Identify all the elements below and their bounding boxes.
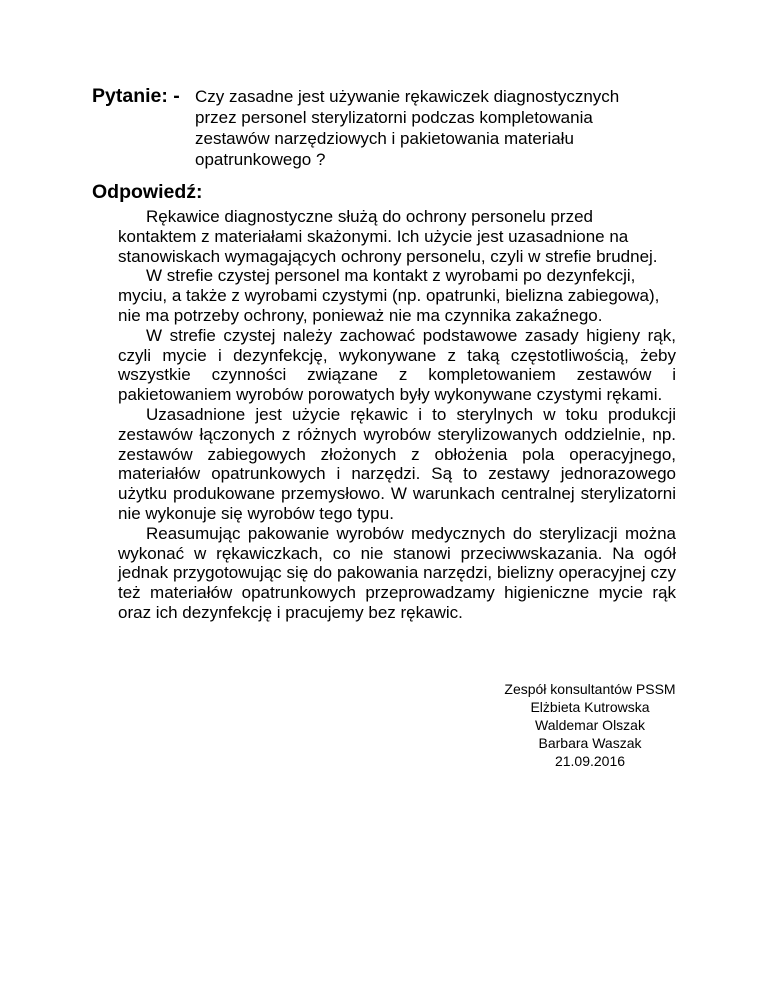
signature-member: Barbara Waszak (538, 735, 642, 751)
question-text: Czy zasadne jest używanie rękawiczek diagnostycznych przez personel sterylizatorni podczas kompletowania zestawów narzędziowych i pakietowania materiału opatrunkowego ? (195, 87, 620, 169)
answer-paragraph: Uzasadnione jest użycie rękawic i to sterylnych w toku produkcji zestawów łączonych z różnych wyrobów sterylizowanych oddzielnie, np. zestawów zabiegowych złożonych z obłożenia pola operacyjnego, materiałów opatrunkowych i narzędzi. Są to zestawy jednorazowego użytku produkowane przemysłowo. W warunkach centralnej sterylizatorni nie wykonuje się wyrobów tego typu. (118, 404, 676, 523)
signature-date: 21.09.2016 (554, 753, 626, 769)
answer-body (118, 207, 676, 623)
signature-member: Elżbieta Kutrowska (530, 699, 650, 715)
answer-paragraph: W strefie czystej należy zachować podstawowe zasady higieny rąk, czyli mycie i dezynfekcję, wykonywane z taką częstotliwością, żeby wszystkie czynności związane z kompletowaniem zestawów i pakietowaniem wyrobów porowatych były wykonywane czystymi rękami. (118, 325, 676, 405)
signature-block (470, 680, 710, 770)
answer-paragraph: Reasumując pakowanie wyrobów medycznych do sterylizacji można wykonać w rękawiczkach, co nie stanowi przeciwwskazania. Na ogół jednak przygotowując się do pakowania narzędzi, bielizny operacyjnej czy też materiałów opatrunkowych przeprowadzamy higieniczne mycie rąk oraz ich dezynfekcję i pracujemy bez rękawic. (118, 523, 676, 622)
signature-member: Waldemar Olszak (535, 717, 645, 733)
signature-team: Zespół konsultantów PSSM (504, 681, 676, 697)
answer-paragraph: W strefie czystej personel ma kontakt z wyrobami po dezynfekcji, myciu, a także z wyrobami czystymi (np. opatrunki, bielizna zabiegowa), nie ma potrzeby ochrony, ponieważ nie ma czynnika zakaźnego. (118, 266, 660, 325)
answer-heading: Odpowiedź: (92, 181, 203, 203)
question-label: Pytanie: - (92, 85, 180, 107)
answer-paragraph: Rękawice diagnostyczne służą do ochrony personelu przed kontaktem z materiałami skażonymi. Ich użycie jest uzasadnione na stanowiskach wymagających ochrony personelu, czyli w strefie brudnej. (118, 207, 658, 266)
